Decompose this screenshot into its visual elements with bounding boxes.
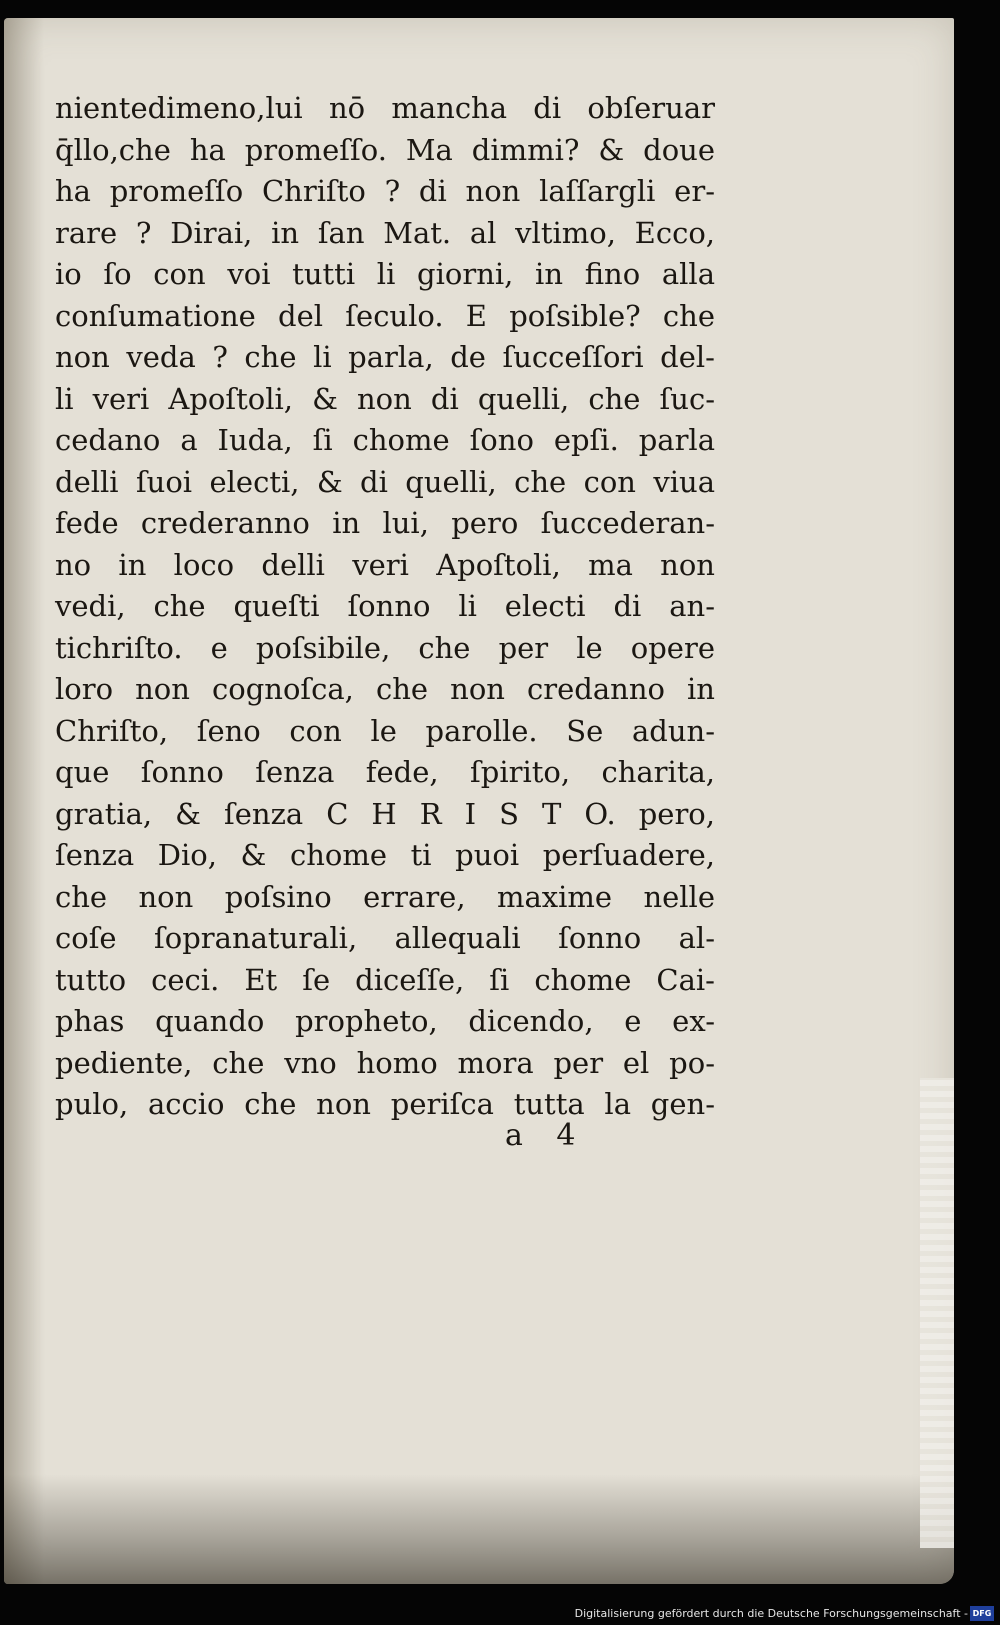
text-line: coſe ſopranaturali, allequali ſonno al- [55,921,715,955]
text-line: loro non cognoſca, che non credanno in [55,672,715,706]
text-line: ſenza Dio, & chome ti puoi perſuadere, [55,838,715,872]
text-line: pulo, accio che non periſca tutta la gen- [55,1087,715,1121]
page-text [55,88,715,1126]
text-line: q̄llo,che ha promeſſo. Ma dimmi? & doue [55,132,715,167]
signature-mark: a 4 [505,1118,588,1153]
text-line: che non poſsino errare, maxime nelle [55,879,715,914]
text-line: Chriſto, ſeno con le parolle. Se adun- [55,713,715,748]
text-line: li veri Apoſtoli, & non di quelli, che ſuc- [55,381,715,416]
text-line: fede crederanno in lui, pero ſuccederan- [55,506,715,540]
text-line: delli ſuoi electi, & di quelli, che con viua [55,464,715,499]
text-line: phas quando propheto, dicendo, e ex- [55,1004,715,1038]
text-line: conſumatione del ſeculo. E poſsible? che [55,298,715,333]
text-line: nientedimeno,lui nō mancha di obſeruar [55,91,715,125]
text-line: ha promeſſo Chriſto ? di non laſſargli er- [55,174,715,208]
text-line: gratia, & ſenza C H R I S T O. pero, [55,796,715,831]
text-line: rare ? Dirai, in ſan Mat. al vltimo, Ecco, [55,215,715,250]
gutter-shadow [4,18,44,1584]
text-line: cedano a Iuda, ſi chome ſono epſi. parla [55,423,715,457]
deckle-edge [920,1078,954,1548]
text-line: pediente, che vno homo mora per el po- [55,1045,715,1080]
footer-bar [0,1599,1000,1625]
dfg-logo: DFG [970,1606,994,1621]
text-line: que ſonno ſenza fede, ſpirito, charita, [55,755,715,789]
text-line: io ſo con voi tutti li giorni, in fino alla [55,257,715,291]
text-line: tichriſto. e poſsibile, che per le opere [55,630,715,665]
text-line: vedi, che queſti ſonno li electi di an- [55,589,715,623]
text-line: tutto ceci. Et ſe diceſſe, ſi chome Cai- [55,962,715,997]
bottom-shadow [4,1474,954,1584]
digitization-credit: Digitalisierung gefördert durch die Deutsche Forschungsgemeinschaft - [574,1607,968,1620]
text-line: no in loco delli veri Apoſtoli, ma non [55,547,715,582]
text-line: non veda ? che li parla, de ſucceſſori del- [55,340,715,374]
